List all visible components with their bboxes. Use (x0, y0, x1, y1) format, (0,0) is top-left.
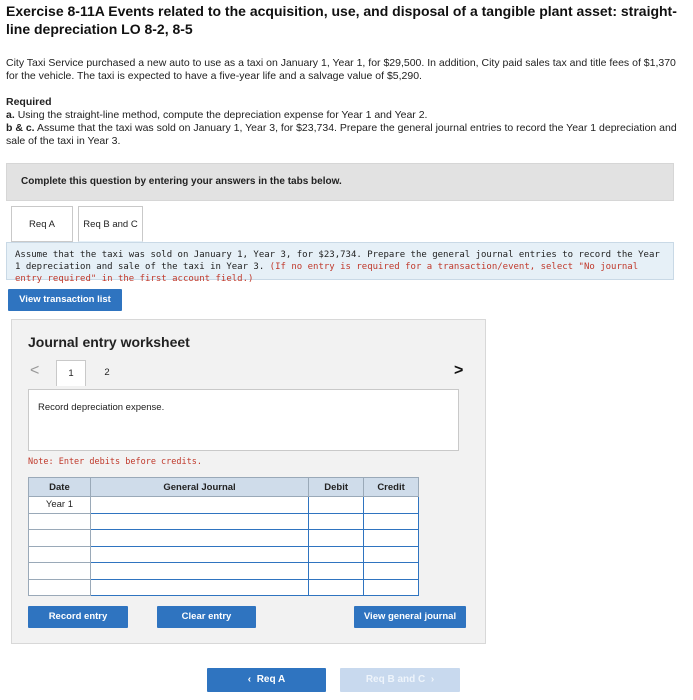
part-bc-label: b & c. (6, 122, 35, 134)
table-row (29, 563, 419, 580)
record-entry-button[interactable]: Record entry (28, 606, 128, 628)
credit-input[interactable] (364, 579, 419, 596)
problem-intro: City Taxi Service purchased a new auto to use as a taxi on January 1, Year 1, for $29,500. In addition, City paid sales tax and title fees of $1,370 for the vehicle. The taxi is expected to have a five-year life and a salvage value of $5,290. (6, 57, 676, 82)
worksheet-title: Journal entry worksheet (28, 334, 190, 350)
account-input[interactable] (90, 546, 308, 563)
next-req-b-and-c-label: Req B and C (365, 674, 426, 685)
record-description-box (28, 389, 459, 451)
chevron-left-icon[interactable]: < (30, 362, 40, 379)
banner-text: Complete this question by entering your answers in the tabs below. (21, 176, 342, 187)
column-header-general-journal: General Journal (90, 478, 308, 497)
account-input[interactable] (90, 530, 308, 547)
credit-input[interactable] (364, 530, 419, 547)
tab-req-b-and-c[interactable] (78, 206, 143, 242)
credit-input[interactable] (364, 563, 419, 580)
next-req-b-and-c-button (340, 668, 460, 692)
table-row (29, 497, 419, 514)
date-cell (29, 579, 91, 596)
prev-req-a-button[interactable] (207, 668, 326, 692)
date-cell: Year 1 (29, 497, 91, 514)
table-row (29, 579, 419, 596)
part-a-label: a. (6, 109, 15, 121)
debit-input[interactable] (309, 579, 364, 596)
debit-input[interactable] (309, 530, 364, 547)
worksheet-page-2[interactable]: 2 (104, 367, 110, 378)
account-input[interactable] (90, 563, 308, 580)
date-cell (29, 513, 91, 530)
account-input[interactable] (90, 513, 308, 530)
column-header-credit: Credit (364, 478, 419, 497)
credit-input[interactable] (364, 513, 419, 530)
credit-input[interactable] (364, 546, 419, 563)
table-row (29, 546, 419, 563)
debits-note: Note: Enter debits before credits. (28, 457, 202, 467)
debit-input[interactable] (309, 546, 364, 563)
instruction-note: (If no entry is required for a transaction/event, select "No journal entry required" in the first account field.) (15, 262, 639, 284)
account-input[interactable] (90, 497, 308, 514)
tab-instruction (6, 242, 674, 284)
view-general-journal-button[interactable]: View general journal (354, 606, 466, 628)
tab-req-a-label: Req A (29, 219, 55, 230)
instructions-banner (6, 163, 674, 201)
worksheet-page-1[interactable]: 1 (56, 360, 86, 386)
credit-input[interactable] (364, 497, 419, 514)
date-cell (29, 530, 91, 547)
tab-req-b-and-c-label: Req B and C (83, 219, 138, 230)
column-header-date: Date (29, 478, 91, 497)
part-bc-text: Assume that the taxi was sold on January 1, Year 3, for $23,734. Prepare the general journal entries to record the Year 1 depreciation and sale of the taxi in Year 3. (6, 122, 677, 147)
instruction-text: Assume that the taxi was sold on January 1, Year 3, for $23,734. Prepare the general journal entries to record the Year 1 depreciation and sale of the taxi in Year 3. (15, 250, 660, 272)
debit-input[interactable] (309, 497, 364, 514)
required-section (6, 96, 686, 148)
prev-req-a-label: Req A (256, 674, 286, 685)
clear-entry-button[interactable]: Clear entry (157, 606, 256, 628)
journal-table (28, 477, 419, 596)
view-transaction-list-button[interactable]: View transaction list (8, 289, 122, 311)
date-cell (29, 546, 91, 563)
table-row (29, 530, 419, 547)
journal-entry-worksheet (11, 319, 486, 644)
column-header-debit: Debit (309, 478, 364, 497)
required-label: Required (6, 96, 52, 108)
record-description: Record depreciation expense. (38, 402, 165, 413)
table-row (29, 513, 419, 530)
tab-req-a[interactable] (11, 206, 73, 242)
chevron-left-icon: ‹ (247, 674, 252, 685)
chevron-right-icon[interactable]: > (454, 362, 464, 379)
debit-input[interactable] (309, 563, 364, 580)
debit-input[interactable] (309, 513, 364, 530)
part-a-text: Using the straight-line method, compute the depreciation expense for Year 1 and Year 2. (17, 109, 428, 121)
page-title: Exercise 8-11A Events related to the acquisition, use, and disposal of a tangible plant asset: straight-line depreciation LO 8-2, 8-5 (6, 3, 677, 37)
chevron-right-icon: › (430, 674, 435, 685)
account-input[interactable] (90, 579, 308, 596)
date-cell (29, 563, 91, 580)
